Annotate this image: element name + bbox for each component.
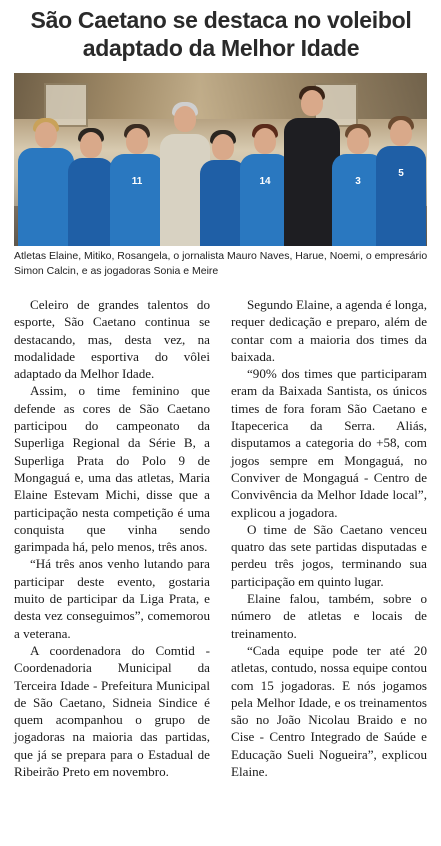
person-noemi <box>240 116 290 246</box>
person-mitiko <box>68 118 114 246</box>
jersey-number: 11 <box>131 176 143 187</box>
paragraph: “Há três anos venho lutando para participar deste evento, gostaria muito de participar da Liga Prata, e desta vez conseguimos”, comemorou a veterana. <box>14 556 210 641</box>
jersey-number: 5 <box>398 168 404 179</box>
person-rosangela <box>110 116 164 246</box>
paragraph: O time de São Caetano venceu quatro das sete partidas disputadas e perdeu três jogos, terminando sua participação em quinto lugar. <box>231 521 427 589</box>
paragraph: “Cada equipe pode ter até 20 atletas, contudo, nossa equipe contou com 15 jogadoras. E nós jogamos pela Melhor Idade, e os treinamentos são no João Nicolau Braido e no Cise - Centro Integrado de Saúde e Educação Sueli Nogueira”, explicou Elaine. <box>231 642 427 780</box>
person-meire <box>376 108 426 246</box>
article-column-right <box>231 296 427 780</box>
person-elaine <box>18 106 74 246</box>
paragraph: Segundo Elaine, a agenda é longa, requer dedicação e preparo, além de contar com a maioria dos times da baixada. <box>231 297 427 364</box>
paragraph: Assim, o time feminino que defende as cores de São Caetano participou do campeonato da Superliga Regional da Série B, a Superliga Prata do Polo 9 de Mongaguá e, uma das atletas, Maria Elaine Estevam Michi, disse que a participação nesta competição é uma conquista que vinha sendo garimpada há, pelo menos, três anos. <box>14 383 210 555</box>
photo-caption: Atletas Elaine, Mitiko, Rosangela, o jornalista Mauro Naves, Harue, Noemi, o empresário Simon Calcin, e as jogadoras Sonia e Meire <box>14 250 428 277</box>
team-photo <box>14 73 427 246</box>
article-headline: São Caetano se destaca no voleibol adaptado da Melhor Idade <box>30 7 412 61</box>
article-column-left <box>14 296 210 780</box>
paragraph: “90% dos times que participaram eram da Baixada Santista, os únicos times de fora foram São Caetano e Itapecerica da Serra. Aliás, disputamos a categoria do +58, com jogos sempre em Mongaguá, no Conviver de Mongaguá - Centro de Convivência da Melhor Idade local”, explicou a jogadora. <box>231 366 427 520</box>
jersey-number: 14 <box>259 176 271 187</box>
paragraph: Elaine falou, também, sobre o número de atletas e locais de treinamento. <box>231 591 427 641</box>
jersey-number: 3 <box>355 176 361 187</box>
paragraph: Celeiro de grandes talentos do esporte, São Caetano continua se destacando, mas, desta vez, na modalidade esportiva do vôlei adaptado da Melhor Idade. <box>14 297 210 382</box>
paragraph: A coordenadora do Comtid - Coordenadoria Municipal da Terceira Idade - Prefeitura Municipal de São Caetano, Sidneia Sindice é quem acompanhou o grupo de jogadoras na maioria das partidas, que já se prepara para o Estadual de Ribeirão Preto em novembro. <box>14 642 210 780</box>
